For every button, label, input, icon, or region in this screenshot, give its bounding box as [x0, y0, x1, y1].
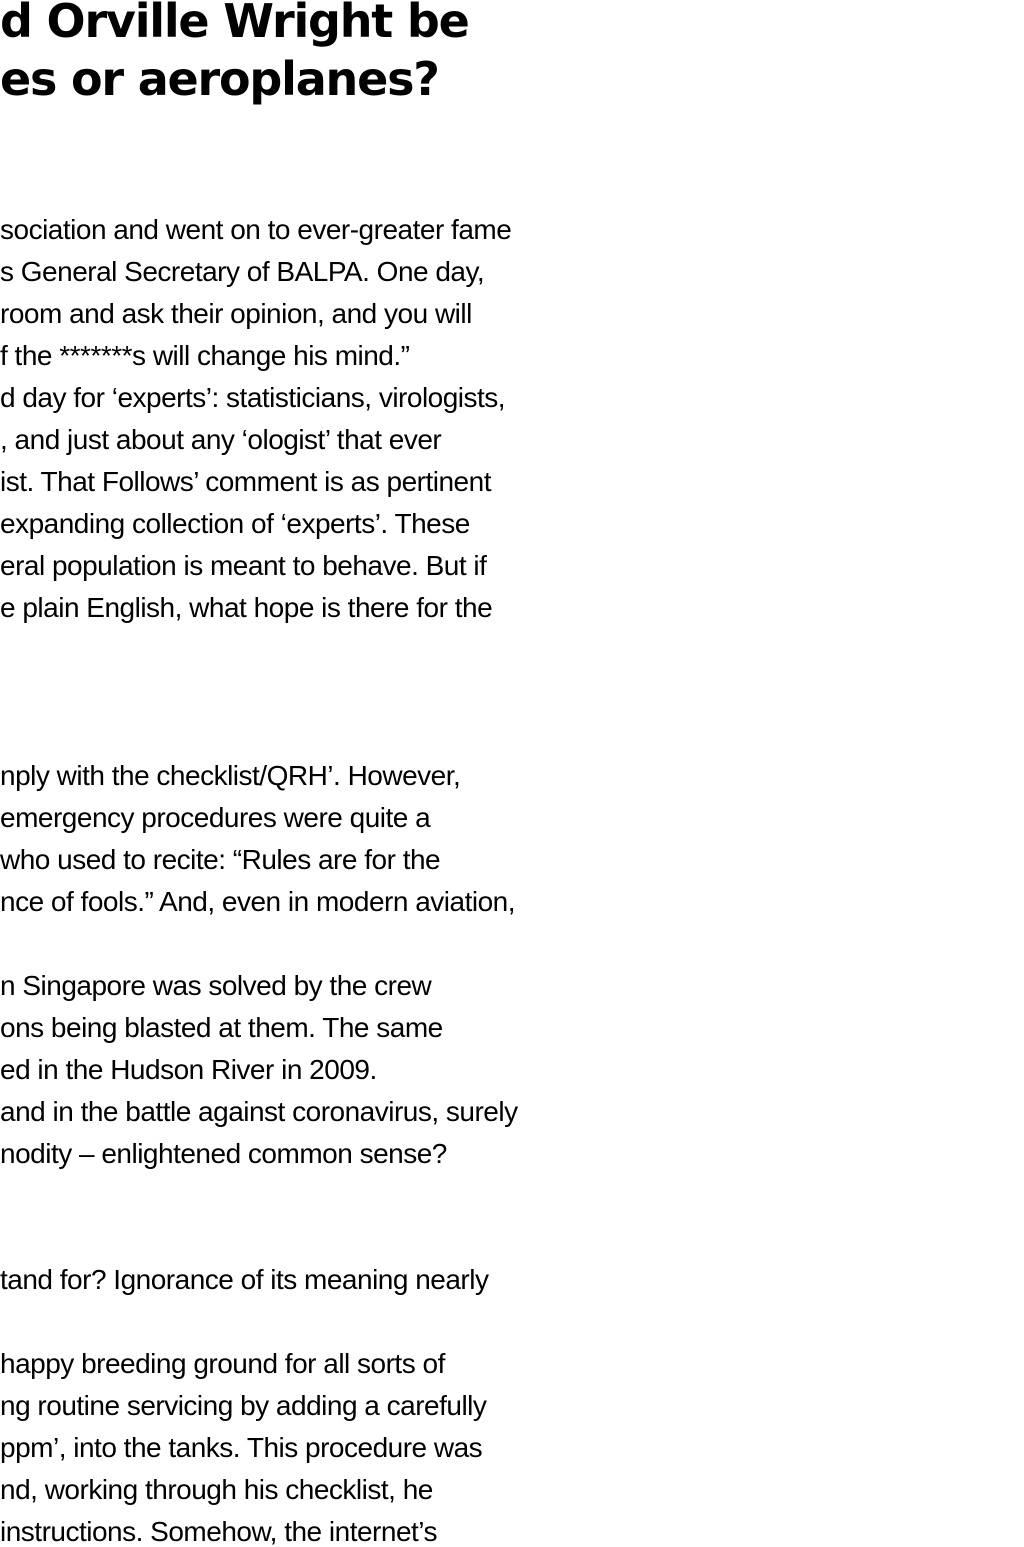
body-line: d day for ‘experts’: statisticians, virologists,: [0, 382, 506, 413]
body-line: s General Secretary of BALPA. One day,: [0, 256, 485, 287]
body-line: room and ask their opinion, and you will: [0, 298, 472, 329]
body-line: ist. That Follows’ comment is as pertinent: [0, 466, 491, 497]
body-line: emergency procedures were quite a: [0, 802, 431, 833]
body-line: ppm’, into the tanks. This procedure was: [0, 1432, 483, 1463]
body-line: n Singapore was solved by the crew: [0, 970, 432, 1001]
body-line: nd, working through his checklist, he: [0, 1474, 433, 1505]
body-line: ng routine servicing by adding a carefully: [0, 1390, 487, 1421]
body-line: nodity – enlightened common sense?: [0, 1138, 447, 1169]
body-line: , and just about any ‘ologist’ that ever: [0, 424, 442, 455]
body-line: sociation and went on to ever-greater fame: [0, 214, 512, 245]
body-line: who used to recite: “Rules are for the: [0, 844, 441, 875]
body-line: ons being blasted at them. The same: [0, 1012, 443, 1043]
body-line: eral population is meant to behave. But if: [0, 550, 487, 581]
body-line: happy breeding ground for all sorts of: [0, 1348, 445, 1379]
body-line: nply with the checklist/QRH’. However,: [0, 760, 461, 791]
body-line: and in the battle against coronavirus, surely: [0, 1096, 518, 1127]
headline-line: es or aeroplanes?: [0, 52, 439, 106]
body-line: expanding collection of ‘experts’. These: [0, 508, 470, 539]
body-line: ed in the Hudson River in 2009.: [0, 1054, 377, 1085]
body-line: nce of fools.” And, even in modern aviation,: [0, 886, 515, 917]
headline-line: d Orville Wright be: [0, 0, 469, 48]
body-line: instructions. Somehow, the internet’s: [0, 1516, 438, 1547]
body-line: f the *******s will change his mind.”: [0, 340, 410, 371]
body-line: tand for? Ignorance of its meaning nearly: [0, 1264, 489, 1295]
body-line: e plain English, what hope is there for the: [0, 592, 493, 623]
